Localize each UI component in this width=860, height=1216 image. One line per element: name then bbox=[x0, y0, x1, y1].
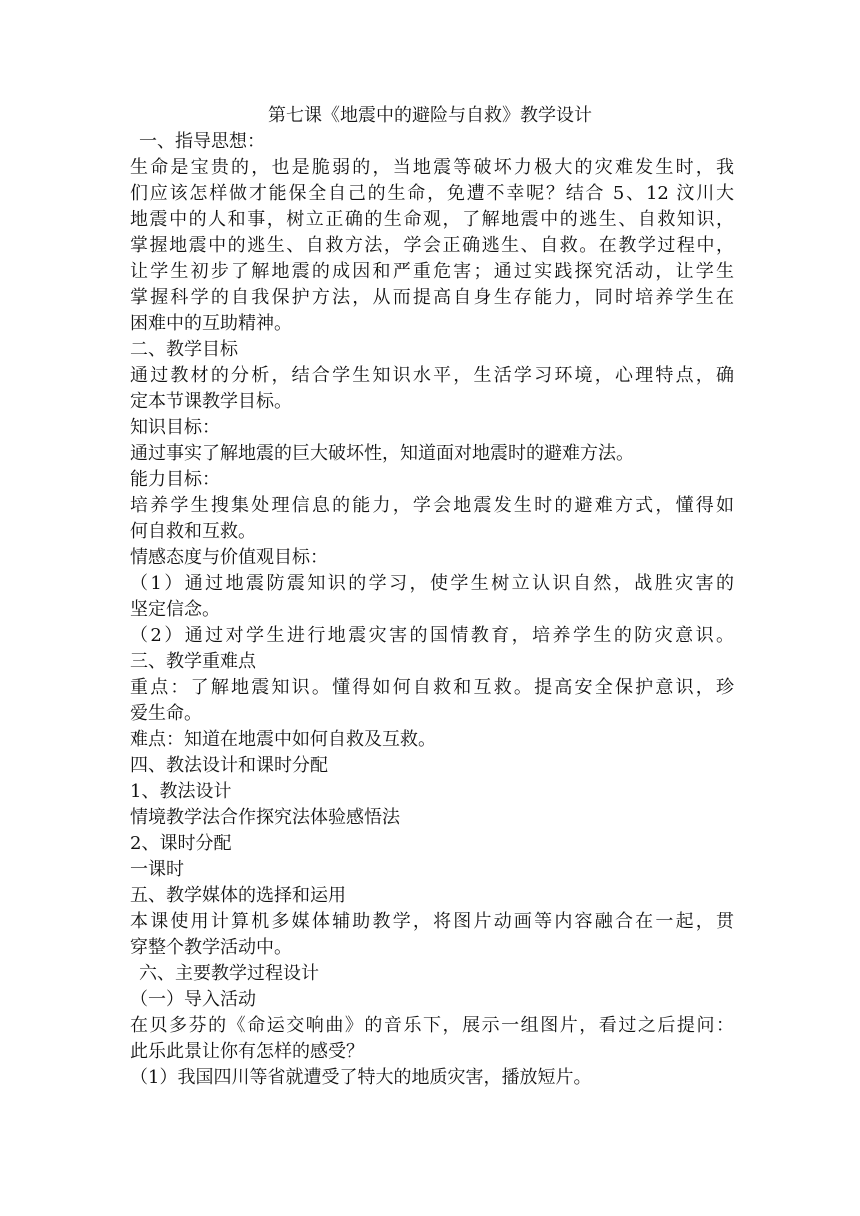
text-line: 掌握地震中的逃生、自救方法，学会正确逃生、自救。在教学过程中， bbox=[130, 235, 734, 256]
text-line: 在贝多芬的《命运交响曲》的音乐下，展示一组图片，看过之后提问： bbox=[130, 1015, 734, 1036]
text-line: 2、课时分配 bbox=[130, 833, 232, 854]
text-line: 此乐此景让你有怎样的感受？ bbox=[130, 1041, 364, 1062]
text-line: 定本节课教学目标。 bbox=[130, 391, 292, 412]
text-line: 三、教学重难点 bbox=[130, 651, 256, 672]
text-line: 爱生命。 bbox=[130, 703, 202, 724]
text-line: 能力目标： bbox=[130, 469, 220, 490]
text-line: 一课时 bbox=[130, 859, 184, 880]
text-line: 通过教材的分析，结合学生知识水平，生活学习环境，心理特点，确 bbox=[130, 365, 734, 386]
text-line: 情境教学法合作探究法体验感悟法 bbox=[130, 807, 400, 828]
document-body bbox=[130, 129, 734, 1091]
text-line: 四、教法设计和课时分配 bbox=[130, 755, 328, 776]
text-line: 何自救和互救。 bbox=[130, 521, 256, 542]
text-line: 穿整个教学活动中。 bbox=[130, 937, 292, 958]
text-line: （一）导入活动 bbox=[130, 989, 256, 1010]
text-line: （2）通过对学生进行地震灾害的国情教育，培养学生的防灾意识。 bbox=[130, 625, 734, 646]
text-line: 困难中的互助精神。 bbox=[130, 313, 292, 334]
text-line: 知识目标： bbox=[130, 417, 220, 438]
text-line: 1、教法设计 bbox=[130, 781, 232, 802]
text-line: 培养学生搜集处理信息的能力，学会地震发生时的避难方式，懂得如 bbox=[130, 495, 734, 516]
text-line: 二、教学目标 bbox=[130, 339, 238, 360]
text-line: （1）我国四川等省就遭受了特大的地质灾害，播放短片。 bbox=[130, 1067, 592, 1088]
text-line: 难点：知道在地震中如何自救及互救。 bbox=[130, 729, 436, 750]
text-line: 情感态度与价值观目标： bbox=[130, 547, 328, 568]
text-line: 让学生初步了解地震的成因和严重危害；通过实践探究活动，让学生 bbox=[130, 261, 734, 282]
text-line: 生命是宝贵的，也是脆弱的，当地震等破坏力极大的灾难发生时，我 bbox=[130, 157, 734, 178]
text-line: 重点：了解地震知识。懂得如何自救和互救。提高安全保护意识，珍 bbox=[130, 677, 734, 698]
text-line: 一、指导思想： bbox=[139, 131, 265, 152]
text-line: 掌握科学的自我保护方法，从而提高自身生存能力，同时培养学生在 bbox=[130, 287, 734, 308]
text-line: 本课使用计算机多媒体辅助教学，将图片动画等内容融合在一起，贯 bbox=[130, 911, 734, 932]
text-line: 坚定信念。 bbox=[130, 599, 220, 620]
text-line: 通过事实了解地震的巨大破坏性，知道面对地震时的避难方法。 bbox=[130, 443, 634, 464]
text-line: 地震中的人和事，树立正确的生命观，了解地震中的逃生、自救知识， bbox=[130, 209, 734, 230]
text-line: 五、教学媒体的选择和运用 bbox=[130, 885, 346, 906]
document-title: 第七课《地震中的避险与自救》教学设计 bbox=[268, 105, 592, 126]
text-line: 六、主要教学过程设计 bbox=[139, 963, 319, 984]
text-line: 们应该怎样做才能保全自己的生命，免遭不幸呢？结合 5、12 汶川大 bbox=[130, 183, 734, 204]
text-line: （1）通过地震防震知识的学习，使学生树立认识自然，战胜灾害的 bbox=[130, 573, 734, 594]
